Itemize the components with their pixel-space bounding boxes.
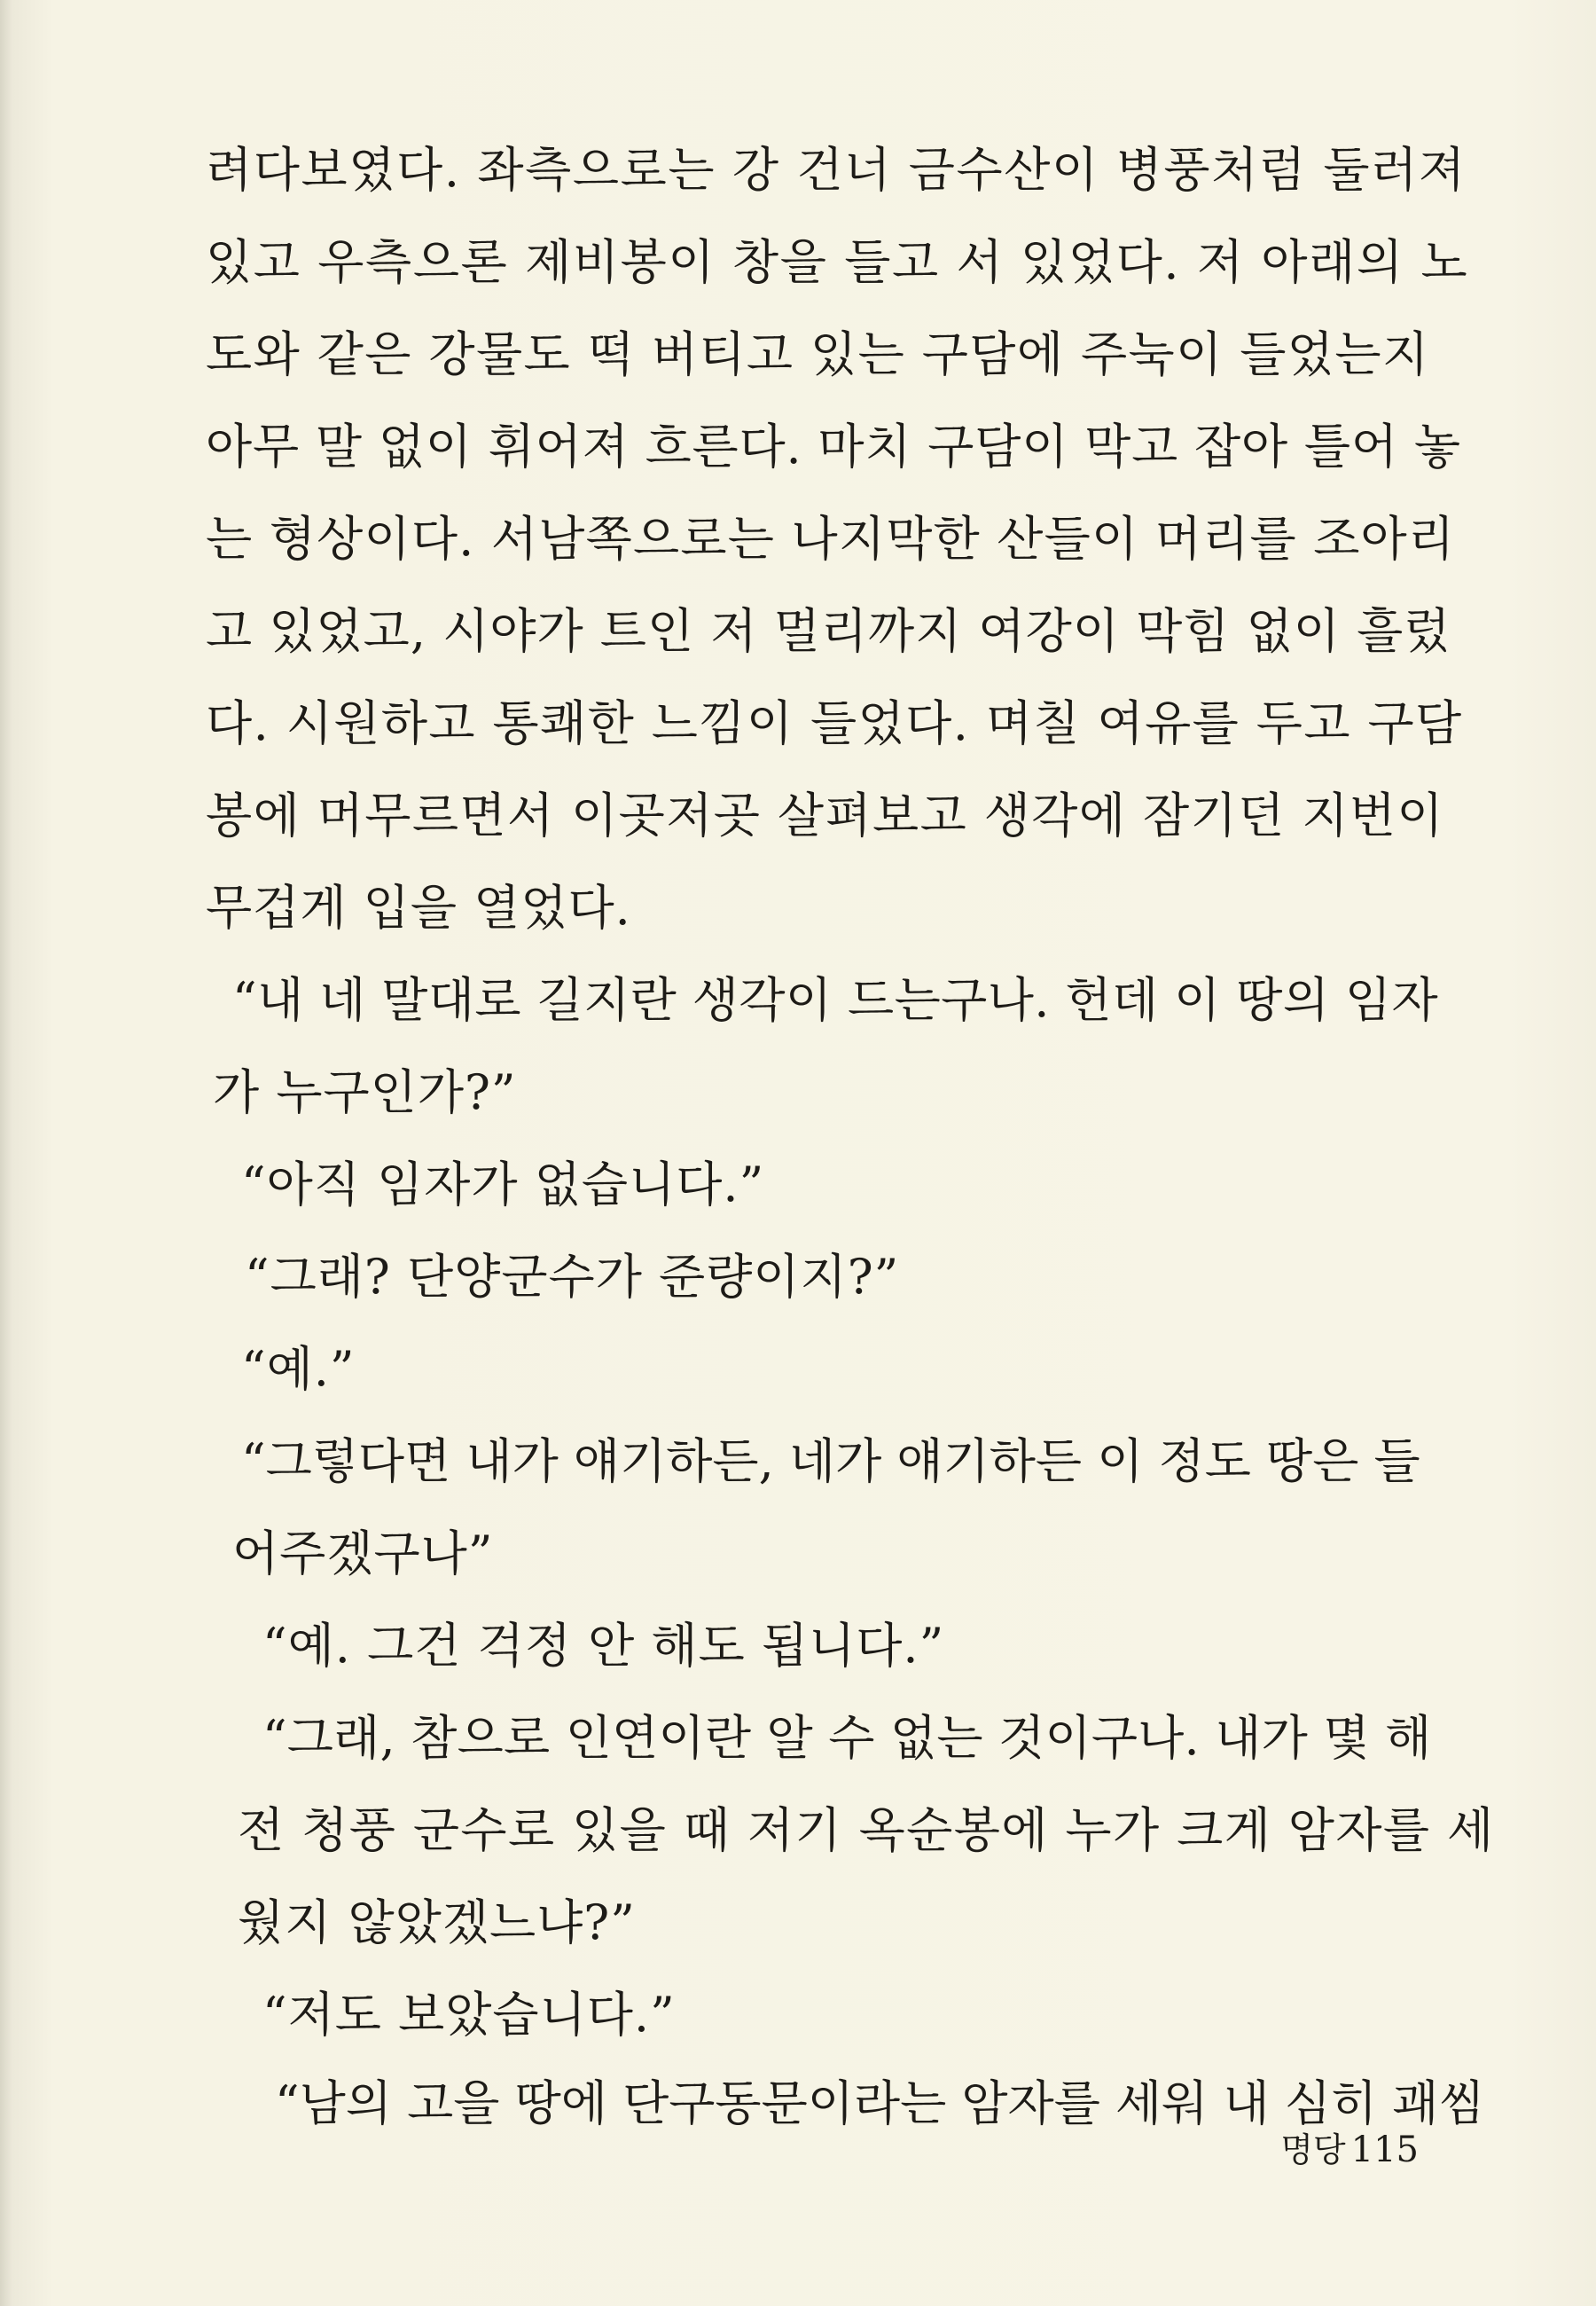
- text-line: “남의 고을 땅에 단구동문이라는 암자를 세워 내 심히 괘씸: [275, 2075, 1485, 2131]
- text-line: 는 형상이다. 서남쪽으로는 나지막한 산들이 머리를 조아리: [206, 511, 1456, 567]
- text-line: 웠지 않았겠느냐?”: [238, 1894, 636, 1950]
- text-line: 무겁게 입을 열었다.: [206, 880, 631, 936]
- running-title: 명당: [1280, 2130, 1346, 2169]
- text-line: “아직 임자가 없습니다.”: [241, 1157, 765, 1212]
- text-line: “그래, 참으로 인연이란 알 수 없는 것이구나. 내가 몇 해: [262, 1710, 1432, 1766]
- text-line: 어주겠구나”: [232, 1526, 494, 1581]
- page-number: 115: [1350, 2130, 1419, 2170]
- page-footer: [1277, 2122, 1419, 2171]
- text-line: 다. 시원하고 통쾌한 느낌이 들었다. 며칠 여유를 두고 구담: [206, 695, 1463, 751]
- text-line: 봉에 머무르면서 이곳저곳 살펴보고 생각에 잠기던 지번이: [206, 788, 1444, 843]
- text-line: “저도 보았습니다.”: [262, 1987, 676, 2043]
- text-line: 가 누구인가?”: [213, 1064, 517, 1120]
- text-line: 도와 같은 강물도 떡 버티고 있는 구담에 주눅이 들었는지: [206, 326, 1430, 382]
- text-line: “내 네 말대로 길지란 생각이 드는구나. 헌데 이 땅의 임자: [232, 972, 1439, 1028]
- text-line: 있고 우측으론 제비봉이 창을 들고 서 있었다. 저 아래의 노: [206, 234, 1469, 290]
- text-line: 고 있었고, 시야가 트인 저 멀리까지 여강이 막힘 없이 흘렀: [206, 603, 1451, 659]
- text-line: 려다보였다. 좌측으로는 강 건너 금수산이 병풍처럼 둘러져: [206, 142, 1467, 198]
- text-line: “그래? 단양군수가 준량이지?”: [245, 1249, 900, 1305]
- text-line: 전 청풍 군수로 있을 때 저기 옥순봉에 누가 크게 암자를 세: [238, 1802, 1495, 1858]
- text-line: “예.”: [241, 1341, 356, 1397]
- text-line: 아무 말 없이 휘어져 흐른다. 마치 구담이 막고 잡아 틀어 놓: [206, 419, 1461, 475]
- text-line: “예. 그건 걱정 안 해도 됩니다.”: [262, 1618, 945, 1674]
- text-line: “그렇다면 내가 얘기하든, 네가 얘기하든 이 정도 땅은 들: [241, 1433, 1420, 1489]
